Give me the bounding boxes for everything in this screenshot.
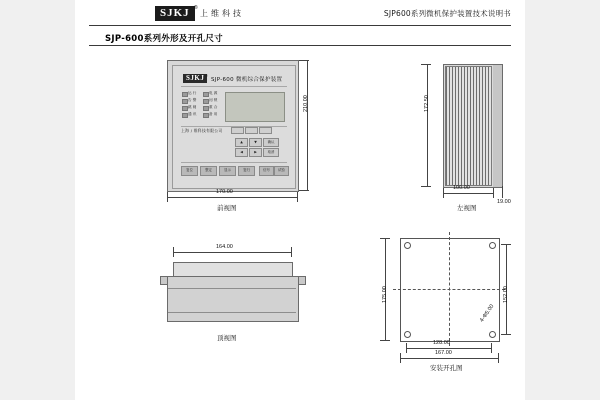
panel-button-reset[interactable]: 复位	[181, 166, 198, 176]
front-panel-face	[172, 65, 296, 189]
side-view-hatch	[445, 66, 492, 186]
panel-button-restore[interactable]: 复归	[238, 166, 255, 176]
top-width-dim-line	[173, 252, 291, 253]
panel-button-down[interactable]: ▼	[249, 138, 262, 147]
side-height-tick-top	[421, 64, 431, 65]
led-label: 告 警	[188, 98, 197, 102]
mounting-hole-icon	[404, 331, 411, 338]
panel-button-right[interactable]: ▶	[249, 148, 262, 157]
document-page	[75, 0, 525, 400]
lcd-display	[225, 92, 285, 122]
led-label: 跳 闸	[188, 105, 197, 109]
led-label: 电 源	[209, 91, 218, 95]
cutout-inner-height-dim-text: 152.00	[503, 286, 509, 303]
panel-button-test[interactable]: 试验	[274, 166, 289, 176]
side-depth-tick-left	[443, 188, 444, 198]
panel-slot	[231, 127, 244, 134]
cutout-outer-width-dim-line	[400, 358, 498, 359]
header-divider	[89, 25, 511, 26]
front-width-dim-line	[167, 197, 297, 198]
side-tab-dim-text: 19.00	[497, 199, 511, 205]
led-label: 通 讯	[188, 112, 197, 116]
mounting-hole-icon	[489, 242, 496, 249]
panel-manufacturer-label: 上海 / 维科技有限公司	[181, 128, 223, 133]
cutout-outer-width-tick-left	[400, 353, 401, 363]
front-height-tick-top	[299, 60, 309, 61]
registered-mark-icon: ®	[194, 5, 198, 11]
section-divider	[89, 45, 511, 46]
side-view-mounting-tab	[493, 64, 503, 188]
panel-button-up[interactable]: ▲	[235, 138, 248, 147]
cutout-view-caption: 安装开孔图	[430, 364, 463, 372]
front-height-dim-line	[307, 60, 308, 190]
front-view-drawing	[167, 60, 299, 192]
cutout-outer-width-tick-right	[498, 353, 499, 363]
panel-button-display[interactable]: 显示	[219, 166, 236, 176]
led-label: 运 行	[188, 91, 197, 95]
document-header	[75, 0, 525, 26]
side-height-dim-text: 172.50	[424, 95, 430, 112]
top-view-seam	[168, 288, 296, 289]
panel-brand-registered-icon: ®	[205, 73, 208, 78]
cutout-inner-width-dim-text: 128.00	[433, 340, 450, 346]
company-name-cn: 上维科技	[200, 9, 244, 18]
panel-model-title: SJP-600 微机综合保护装置	[211, 77, 283, 83]
cutout-inner-height-tick-bottom	[501, 334, 511, 335]
company-logo: SJKJ	[155, 6, 195, 21]
top-view-drawing	[167, 262, 297, 320]
front-width-dim-text: 170.00	[216, 189, 233, 195]
side-tab-dim-ext	[502, 186, 503, 198]
side-view-caption: 左视图	[457, 204, 477, 212]
front-width-tick-left	[167, 192, 168, 202]
cutout-centerline-vertical	[449, 232, 450, 346]
section-title: SJP-600系列外形及开孔尺寸	[105, 34, 223, 44]
top-view-seam	[168, 312, 296, 313]
front-height-dim-text: 210.00	[303, 95, 309, 112]
mounting-hole-icon	[404, 242, 411, 249]
mounting-hole-icon	[489, 331, 496, 338]
side-depth-dim-text: 100.00	[453, 185, 470, 191]
cutout-outer-height-tick-top	[380, 238, 390, 239]
cutout-inner-width-tick-right	[491, 343, 492, 353]
panel-button-left[interactable]: ◀	[235, 148, 248, 157]
panel-button-confirm[interactable]: 确认	[263, 138, 279, 147]
document-title: SJP600系列微机保护装置技术说明书	[383, 9, 511, 18]
top-width-dim-text: 164.00	[216, 244, 233, 250]
panel-divider-bottom	[181, 162, 287, 163]
front-height-tick-bottom	[299, 190, 309, 191]
panel-button-cancel[interactable]: 取消	[263, 148, 279, 157]
panel-slot	[259, 127, 272, 134]
led-label: 备 用	[209, 112, 218, 116]
side-depth-tick-right	[493, 188, 494, 198]
top-width-tick-right	[291, 247, 292, 257]
led-label: 重 合	[209, 105, 218, 109]
cutout-view-drawing	[400, 238, 500, 342]
cutout-hole-callout-text: 4-Φ5.00	[479, 303, 496, 324]
panel-button-setting[interactable]: 整定	[200, 166, 217, 176]
cutout-outer-width-dim-text: 167.00	[435, 350, 452, 356]
side-depth-dim-line	[443, 193, 493, 194]
cutout-outer-height-dim-text: 175.00	[382, 286, 388, 303]
panel-slot	[245, 127, 258, 134]
top-width-tick-left	[173, 247, 174, 257]
panel-brand-logo: SJKJ	[183, 74, 207, 83]
cutout-inner-height-tick-top	[501, 244, 511, 245]
cutout-inner-width-tick-left	[406, 343, 407, 353]
top-view-body	[167, 276, 299, 322]
top-view-caption: 顶视图	[217, 334, 237, 342]
side-height-tick-bottom	[421, 186, 431, 187]
cutout-outer-height-tick-bottom	[380, 340, 390, 341]
panel-divider-top	[181, 86, 287, 87]
side-height-dim-line	[427, 64, 428, 186]
led-label: 闭 锁	[209, 98, 218, 102]
front-width-tick-right	[297, 192, 298, 202]
front-view-caption: 前视图	[217, 204, 237, 212]
cutout-inner-width-dim-line	[406, 348, 491, 349]
panel-button-signal[interactable]: 信号	[259, 166, 274, 176]
